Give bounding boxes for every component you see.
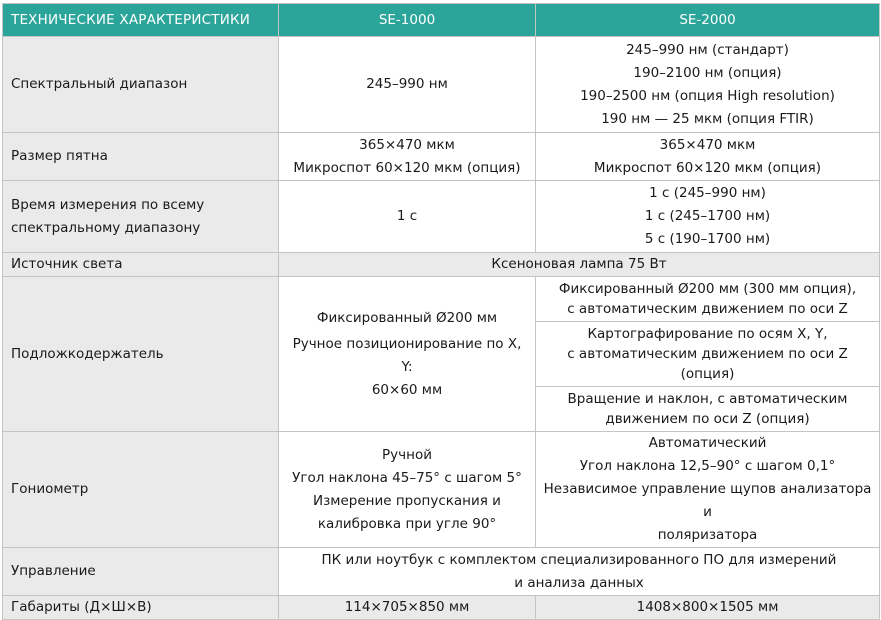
cell-line: Угол наклона 45–75° с шагом 5° xyxy=(292,469,522,486)
table-row-goniometer xyxy=(3,432,880,548)
cell-se1000 xyxy=(279,432,536,548)
row-label: Спектральный диапазон xyxy=(3,37,279,133)
cell-line: 1 с (245–990 нм) xyxy=(649,185,766,201)
cell-both: Ксеноновая лампа 75 Вт xyxy=(279,253,880,277)
row-label-line: спектральному диапазону xyxy=(11,219,201,236)
spec-table xyxy=(2,3,880,620)
row-label: Размер пятна xyxy=(3,133,279,181)
row-label: Управление xyxy=(3,548,279,596)
cell-line: 60×60 мм xyxy=(371,381,443,398)
table-header-row xyxy=(3,4,880,37)
cell-line: Ручное позиционирование по X, Y: xyxy=(292,335,522,375)
cell-se1000: 114×705×850 мм xyxy=(279,596,536,620)
cell-se1000 xyxy=(279,133,536,181)
cell-line: Измерение пропускания и xyxy=(313,492,501,509)
cell-line: Угол наклона 12,5–90° с шагом 0,1° xyxy=(579,458,836,474)
cell-se1000: 245–990 нм xyxy=(279,37,536,133)
row-label xyxy=(3,181,279,253)
cell-line: Вращение и наклон, с автоматическим xyxy=(567,391,848,407)
cell-line: 190 нм — 25 мкм (опция FTIR) xyxy=(601,110,814,127)
cell-line: Микроспот 60×120 мкм (опция) xyxy=(593,159,822,176)
row-label: Подложкодержатель xyxy=(3,277,279,432)
table-row-spectral xyxy=(3,37,880,133)
cell-line: с автоматическим движением по оси Z xyxy=(567,301,848,317)
cell-line: и анализа данных xyxy=(514,574,644,591)
cell-line: 1 с (245–1700 нм) xyxy=(644,208,771,224)
row-label: Гониометр xyxy=(3,432,279,548)
cell-line: 190–2100 нм (опция) xyxy=(633,64,782,81)
table-row-source xyxy=(3,253,880,277)
cell-line: 5 с (190–1700 нм) xyxy=(644,231,771,247)
cell-se2000-option-fixed xyxy=(536,277,880,322)
cell-line: Фиксированный Ø200 мм xyxy=(316,309,498,326)
header-characteristics: ТЕХНИЧЕСКИЕ ХАРАКТЕРИСТИКИ xyxy=(3,4,279,37)
cell-line: движением по оси Z (опция) xyxy=(605,411,810,427)
cell-line: 245–990 нм (стандарт) xyxy=(626,41,789,58)
row-label: Источник света xyxy=(3,253,279,277)
cell-line: 365×470 мкм xyxy=(359,136,455,153)
cell-se1000: 1 с xyxy=(279,181,536,253)
cell-line: калибровка при угле 90° xyxy=(317,515,497,532)
cell-se2000 xyxy=(536,37,880,133)
cell-se2000-option-mapping xyxy=(536,322,880,387)
header-se2000: SE-2000 xyxy=(536,4,880,37)
cell-line: Микроспот 60×120 мкм (опция) xyxy=(293,159,521,176)
table-row-control xyxy=(3,548,880,596)
cell-line: Ручной xyxy=(382,446,432,463)
cell-se2000 xyxy=(536,181,880,253)
cell-line: Независимое управление щупов анализатора и xyxy=(543,481,872,520)
table-row-holder xyxy=(3,277,880,322)
cell-line: 365×470 мкм xyxy=(659,136,756,153)
cell-line: Картографирование по осям X, Y, xyxy=(587,326,828,342)
cell-line: 190–2500 нм (опция High resolution) xyxy=(580,87,835,104)
cell-line: Фиксированный Ø200 мм (300 мм опция), xyxy=(558,281,857,297)
row-label-line: Время измерения по всему xyxy=(11,196,205,213)
table-row-time xyxy=(3,181,880,253)
cell-line: поляризатора xyxy=(657,527,758,543)
table-row-dims xyxy=(3,596,880,620)
cell-se2000 xyxy=(536,432,880,548)
cell-line: ПК или ноутбук с комплектом специализированного ПО для измерений xyxy=(321,551,837,568)
cell-se1000 xyxy=(279,277,536,432)
cell-line: с автоматическим движением по оси Z (опция) xyxy=(567,346,848,382)
cell-se2000-option-rotation xyxy=(536,387,880,432)
cell-both xyxy=(279,548,880,596)
header-se1000: SE-1000 xyxy=(279,4,536,37)
cell-se2000 xyxy=(536,133,880,181)
row-label: Габариты (Д×Ш×В) xyxy=(3,596,279,620)
table-row-spot xyxy=(3,133,880,181)
cell-line: Автоматический xyxy=(648,435,767,451)
cell-se2000: 1408×800×1505 мм xyxy=(536,596,880,620)
